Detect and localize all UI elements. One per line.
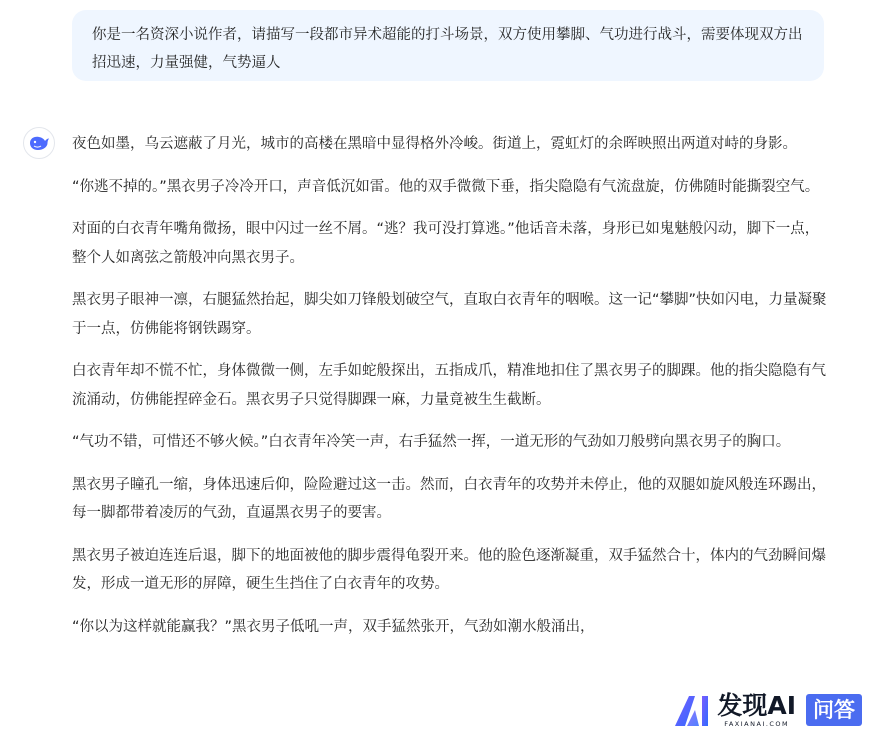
answer-paragraph: “气功不错，可惜还不够火候。”白衣青年冷笑一声，右手猛然一挥，一道无形的气劲如刀般劈向黑衣男子的胸口。 (72, 434, 791, 450)
watermark-brand: 发现AI (717, 691, 796, 720)
answer-paragraph: “你以为这样就能赢我？”黑衣男子低吼一声，双手猛然张开，气劲如潮水般涌出， (72, 618, 595, 635)
watermark-badge: 问答 (806, 694, 862, 726)
watermark-domain: FAXIANAI.COM (724, 720, 790, 728)
assistant-avatar (23, 127, 55, 159)
answer-paragraph: 夜色如墨，乌云遮蔽了月光，城市的高楼在黑暗中显得格外冷峻。街道上，霓虹灯的余晖映照出两道对峙的身影。 (72, 136, 797, 152)
assistant-answer (72, 130, 828, 655)
whale-logo-icon (28, 134, 50, 152)
answer-paragraph: 白衣青年却不慌不忙，身体微微一侧，左手如蛇般探出，五指成爪，精准地扣住了黑衣男子的脚踝。他的指尖隐隐有气流涌动，仿佛能捏碎金石。黑衣男子只觉得脚踝一麻，力量竟被生生截断。 (72, 363, 826, 408)
ai-logo-icon (673, 692, 713, 728)
answer-paragraph: 黑衣男子被迫连连后退，脚下的地面被他的脚步震得龟裂开来。他的脸色逐渐凝重，双手猛然合十，体内的气劲瞬间爆发，形成一道无形的屏障，硬生生挡住了白衣青年的攻势。 (72, 547, 826, 592)
answer-paragraph: “你逃不掉的。”黑衣男子冷冷开口，声音低沉如雷。他的双手微微下垂，指尖隐隐有气流盘旋，仿佛随时能撕裂空气。 (72, 178, 820, 195)
user-message-text: 你是一名资深小说作者，请描写一段都市异术超能的打斗场景，双方使用攀脚、气功进行战斗，需要体现双方出招迅速，力量强健，气势逼人 (92, 27, 803, 71)
user-message-bubble (72, 10, 824, 81)
answer-paragraph: 黑衣男子眼神一凛，右腿猛然抬起，脚尖如刀锋般划破空气，直取白衣青年的咽喉。这一记“攀脚”快如闪电，力量凝聚于一点，仿佛能将钢铁踢穿。 (72, 292, 827, 337)
watermark-text (717, 692, 796, 728)
answer-paragraph: 黑衣男子瞳孔一缩，身体迅速后仰，险险避过这一击。然而，白衣青年的攻势并未停止，他的双腿如旋风般连环踢出，每一脚都带着凌厉的气劲，直逼黑衣男子的要害。 (72, 476, 826, 521)
watermark (649, 690, 862, 730)
answer-paragraph: 对面的白衣青年嘴角微扬，眼中闪过一丝不屑。“逃？我可没打算逃。”他话音未落，身形已如鬼魅般闪动，脚下一点，整个人如离弦之箭般冲向黑衣男子。 (72, 221, 820, 266)
